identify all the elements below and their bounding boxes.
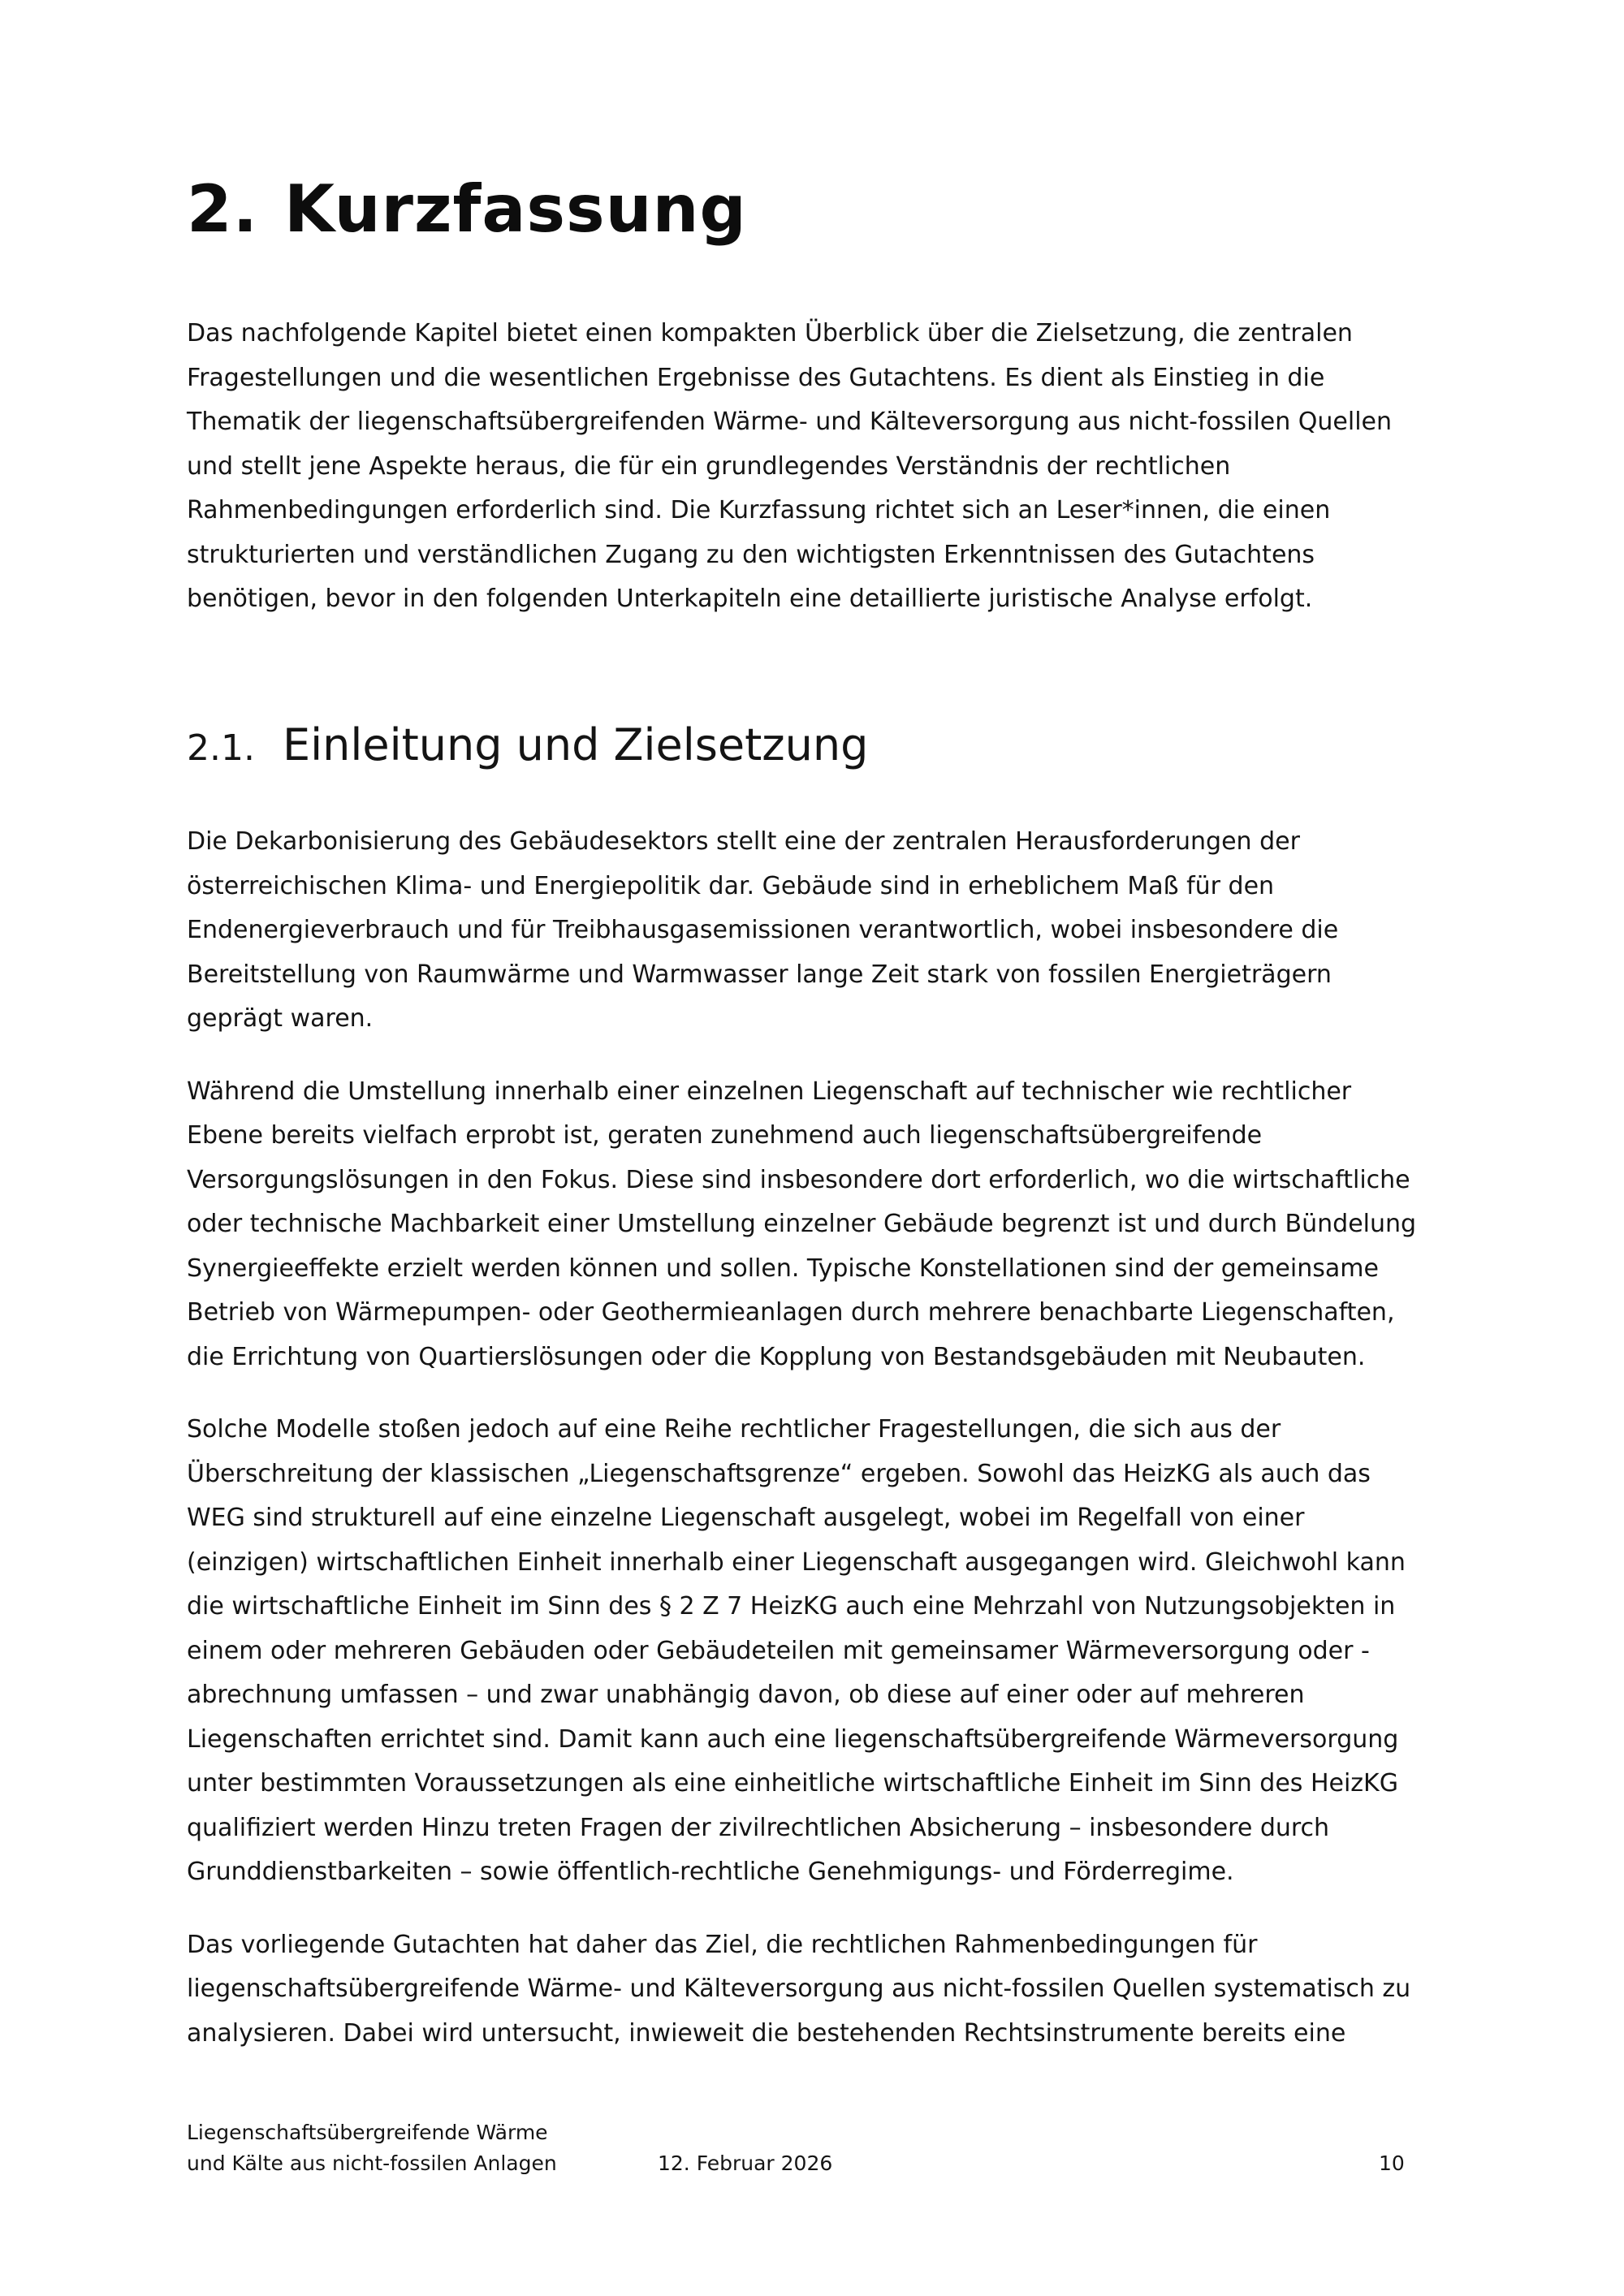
text-line: einem oder mehreren Gebäuden oder Gebäudeteilen mit gemeinsamer Wärmeversorgung oder - bbox=[187, 1636, 1370, 1665]
page-number: 10 bbox=[1379, 2151, 1405, 2175]
text-line: unter bestimmten Voraussetzungen als eine einheitliche wirtschaftliche Einheit im Sinn des HeizKG bbox=[187, 1769, 1398, 1798]
text-line: Das nachfolgende Kapitel bietet einen kompakten Überblick über die Zielsetzung, die zentralen bbox=[187, 319, 1353, 347]
text-line: abrechnung umfassen – und zwar unabhängig davon, ob diese auf einer oder auf mehreren bbox=[187, 1681, 1305, 1710]
footer-document-title bbox=[187, 2117, 593, 2179]
text-line: Solche Modelle stoßen jedoch auf eine Reihe rechtlicher Fragestellungen, die sich aus der bbox=[187, 1415, 1281, 1444]
paragraph-1 bbox=[187, 820, 1453, 1042]
text-line: strukturierten und verständlichen Zugang zu den wichtigsten Erkenntnissen des Gutachtens bbox=[187, 540, 1315, 569]
paragraph-2 bbox=[187, 1070, 1453, 1380]
paragraph-4 bbox=[187, 1923, 1453, 2056]
text-line: qualifiziert werden Hinzu treten Fragen der zivilrechtlichen Absicherung – insbesondere durch bbox=[187, 1813, 1330, 1842]
footer-title-line: Liegenschaftsübergreifende Wärme bbox=[187, 2121, 548, 2144]
text-line: oder technische Machbarkeit einer Umstellung einzelner Gebäude begrenzt ist und durch Bündelung bbox=[187, 1210, 1417, 1239]
section-number: 2.1. bbox=[187, 727, 255, 769]
page-footer bbox=[187, 2117, 1405, 2190]
section-body bbox=[187, 820, 1453, 2056]
text-line: (einzigen) wirtschaftlichen Einheit innerhalb einer Liegenschaft ausgegangen wird. Gleichwohl kann bbox=[187, 1547, 1406, 1577]
text-line: liegenschaftsübergreifende Wärme- und Kälteversorgung aus nicht-fossilen Quellen systematisch zu bbox=[187, 1974, 1411, 2004]
section-title: Einleitung und Zielsetzung bbox=[283, 719, 869, 770]
footer-title-line: und Kälte aus nicht-fossilen Anlagen bbox=[187, 2151, 557, 2175]
text-line: analysieren. Dabei wird untersucht, inwieweit die bestehenden Rechtsinstrumente bereits eine bbox=[187, 2018, 1346, 2048]
intro-paragraph bbox=[187, 312, 1453, 622]
text-line: Grunddienstbarkeiten – sowie öffentlich-rechtliche Genehmigungs- und Förderregime. bbox=[187, 1858, 1234, 1887]
text-line: Während die Umstellung innerhalb einer einzelnen Liegenschaft auf technischer wie rechtlicher bbox=[187, 1077, 1352, 1106]
text-line: Liegenschaften errichtet sind. Damit kann auch eine liegenschaftsübergreifende Wärmeversorgung bbox=[187, 1724, 1399, 1754]
text-line: Ebene bereits vielfach erprobt ist, geraten zunehmend auch liegenschaftsübergreifende bbox=[187, 1121, 1263, 1150]
text-line: Fragestellungen und die wesentlichen Ergebnisse des Gutachtens. Es dient als Einstieg in die bbox=[187, 363, 1325, 392]
text-line: die Errichtung von Quartierslösungen oder die Kopplung von Bestandsgebäuden mit Neubauten. bbox=[187, 1342, 1366, 1371]
paragraph-3 bbox=[187, 1408, 1453, 1895]
text-line: benötigen, bevor in den folgenden Unterkapiteln eine detaillierte juristische Analyse erfolgt. bbox=[187, 585, 1313, 613]
text-line: Rahmenbedingungen erforderlich sind. Die Kurzfassung richtet sich an Leser*innen, die einen bbox=[187, 496, 1331, 524]
chapter-heading bbox=[187, 170, 1453, 248]
chapter-title: Kurzfassung bbox=[284, 171, 747, 247]
footer-date: 12. Februar 2026 bbox=[658, 2151, 833, 2175]
text-line: Synergieeffekte erzielt werden können und sollen. Typische Konstellationen sind der gemeinsame bbox=[187, 1254, 1379, 1283]
text-line: österreichischen Klima- und Energiepolitik dar. Gebäude sind in erheblichem Maß für den bbox=[187, 871, 1275, 900]
section-heading bbox=[187, 719, 1453, 772]
text-line: Betrieb von Wärmepumpen- oder Geothermieanlagen durch mehrere benachbarte Liegenschaften, bbox=[187, 1298, 1395, 1327]
chapter-number: 2. bbox=[187, 171, 259, 247]
page-content bbox=[187, 170, 1453, 2056]
text-line: und stellt jene Aspekte heraus, die für ein grundlegendes Verständnis der rechtlichen bbox=[187, 451, 1231, 481]
text-line: die wirtschaftliche Einheit im Sinn des § 2 Z 7 HeizKG auch eine Mehrzahl von Nutzungsobjekten in bbox=[187, 1592, 1396, 1621]
text-line: Die Dekarbonisierung des Gebäudesektors stellt eine der zentralen Herausforderungen der bbox=[187, 827, 1300, 857]
text-line: geprägt waren. bbox=[187, 1004, 374, 1034]
text-line: Bereitstellung von Raumwärme und Warmwasser lange Zeit stark von fossilen Energieträgern bbox=[187, 960, 1332, 989]
text-line: Thematik der liegenschaftsübergreifenden Wärme- und Kälteversorgung aus nicht-fossilen Quellen bbox=[187, 408, 1393, 436]
text-line: Überschreitung der klassischen „Liegenschaftsgrenze“ ergeben. Sowohl das HeizKG als auch das bbox=[187, 1459, 1371, 1488]
text-line: WEG sind strukturell auf eine einzelne Liegenschaft ausgelegt, wobei im Regelfall von einer bbox=[187, 1504, 1305, 1533]
text-line: Versorgungslösungen in den Fokus. Diese sind insbesondere dort erforderlich, wo die wirtschaftliche bbox=[187, 1165, 1410, 1194]
text-line: Endenergieverbrauch und für Treibhausgasemissionen verantwortlich, wobei insbesondere die bbox=[187, 916, 1339, 945]
text-line: Das vorliegende Gutachten hat daher das Ziel, die rechtlichen Rahmenbedingungen für bbox=[187, 1930, 1258, 1959]
